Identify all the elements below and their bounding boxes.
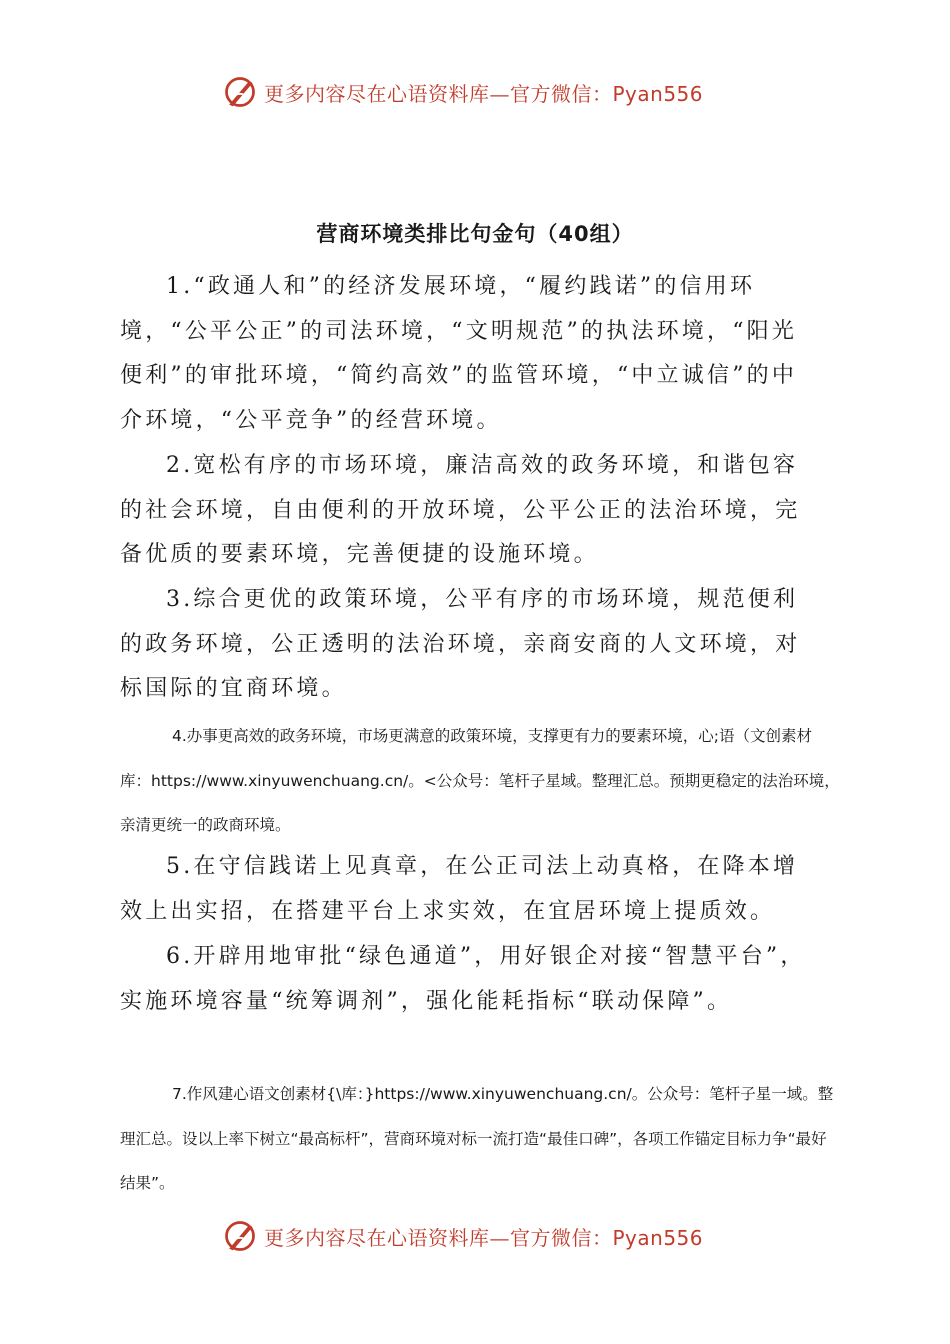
- paragraph-4: 4.办事更高效的政务环境，市场更满意的政策环境，支撑更有力的要素环境，心;语（文创素材库：https://www.xinyuwenchuang.cn/。<公众号：笔杆子星域。整理汇总。预期更稳定的法治环境，亲清更统一的政商环境。: [120, 727, 840, 834]
- wechat-id: Pyan556: [612, 81, 704, 106]
- paragraph-1: 1.“政通人和”的经济发展环境，“履约践诺”的信用环境，“公平公正”的司法环境，“文明规范”的执法环境，“阳光便利”的审批环境，“简约高效”的监管环境，“中立诚信”的中介环境，“公平竞争”的经营环境。: [120, 274, 798, 433]
- wechat-id: Pyan556: [612, 1225, 704, 1250]
- header-banner: [222, 70, 703, 114]
- paragraph-6: 6.开辟用地审批“绿色通道”，用好银企对接“智慧平台”，实施环境容量“统筹调剂”，强化能耗指标“联动保障”。: [120, 944, 806, 1014]
- paragraph-2: 2.宽松有序的市场环境，廉洁高效的政务环境，和谐包容的社会环境，自由便利的开放环境，公平公正的法治环境，完备优质的要素环境，完善便捷的设施环境。: [120, 453, 801, 567]
- banner-text: 更多内容尽在心语资料库—官方微信：Pyan556: [264, 1225, 704, 1250]
- page-title: 营商环境类排比句金句（40组）: [316, 222, 634, 246]
- footer-banner: [222, 1214, 703, 1258]
- brush-logo-icon: [222, 74, 258, 110]
- banner-text: 更多内容尽在心语资料库—官方微信：Pyan556: [264, 81, 704, 106]
- brush-logo-icon: [222, 1218, 258, 1254]
- paragraph-3: 3.综合更优的政策环境，公平有序的市场环境，规范便利的政务环境，公正透明的法治环境，亲商安商的人文环境，对标国际的宜商环境。: [120, 587, 801, 701]
- paragraph-5: 5.在守信践诺上见真章，在公正司法上动真格，在降本增效上出实招，在搭建平台上求实效，在宜居环境上提质效。: [120, 854, 799, 924]
- paragraph-7: 7.作风建心语文创素材{\库：}https://www.xinyuwenchuang.cn/。公众号：笔杆子星一域。整理汇总。设以上率下树立“最高标杆”，营商环境对标一流打造“最佳口碑”，各项工作锚定目标力争“最好结果”。: [120, 1085, 834, 1192]
